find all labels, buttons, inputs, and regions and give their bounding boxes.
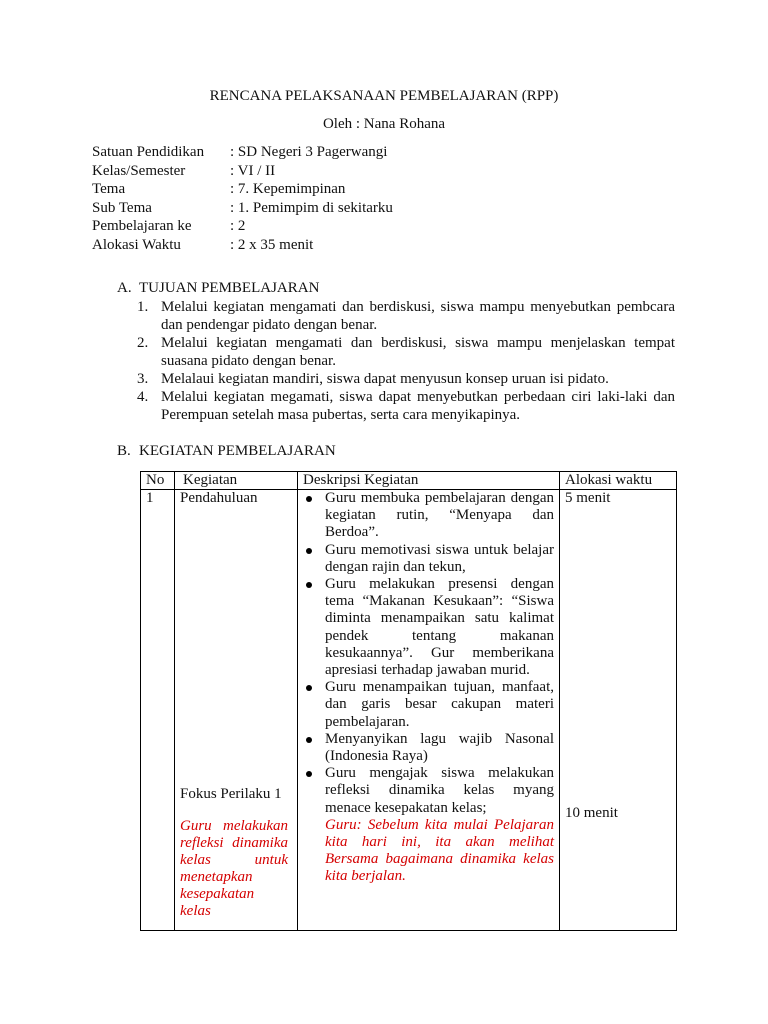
section-letter: B. [117,443,131,459]
list-item [137,388,675,424]
section-letter: A. [117,280,132,296]
info-value: : VI / II [230,162,276,179]
info-value: : 7. Kepemimpinan [230,181,346,197]
list-text: Melalui kegiatan mengamati dan berdiskusi, siswa mampu menjelaskan tempat suasana pidato dengan benar. [161,335,675,369]
list-text: Melalui kegiatan megamati, siswa dapat menyebutkan perbedaan ciri laki-laki dan Perempuan setelah masa pubertas, serta cara menyikapinya. [161,389,675,423]
list-item: Guru memotivasi siswa untuk belajar dengan rajin dan tekun, [303,542,554,576]
section-title: TUJUAN PEMBELAJARAN [139,280,320,296]
header-kegiatan: Kegiatan [175,472,298,490]
list-item: Guru melakukan presensi dengan tema “Makanan Kesukaan”: “Siswa diminta menampaikan satu kalimat pendek tentang makanan kesukaannya”. Gur memberikana apresiasi terhadap jawaban murid. [303,576,554,679]
table-row [141,490,677,931]
list-item: Menyanyikan lagu wajib Nasonal (Indonesia Raya) [303,731,554,765]
info-value: : 2 [230,218,246,234]
kegiatan-label: Pendahuluan [180,490,258,506]
activities-table [140,471,677,931]
section-a-heading [117,280,319,297]
document-author: Oleh : Nana Rohana [322,116,446,132]
list-number: 4. [137,389,149,405]
list-item [137,370,675,388]
fokus-label: Fokus Perilaku 1 [180,786,282,802]
cell-deskripsi [298,490,560,931]
info-row [92,180,393,199]
info-label: Sub Tema [92,199,152,216]
list-item: Guru mengajak siswa melakukan refleksi dinamika kelas myang menace kesepakatan kelas; [303,765,554,817]
cell-kegiatan [175,490,298,931]
document-title: RENCANA PELAKSANAAN PEMBELAJARAN (RPP) [209,88,559,104]
list-item: Guru menampaikan tujuan, manfaat, dan garis besar cakupan materi pembelajaran. [303,679,554,731]
section-title: KEGIATAN PEMBELAJARAN [139,443,336,459]
table-header-row [141,472,677,490]
info-row [92,199,393,218]
list-item: Guru membuka pembelajaran dengan kegiatan rutin, “Menyapa dan Berdoa”. [303,490,554,542]
info-row [92,162,393,181]
identity-block [92,143,393,254]
cell-no: 1 [141,490,175,931]
info-label: Tema [92,181,126,197]
alokasi-1: 5 menit [565,490,611,506]
guru-speech: Guru: Sebelum kita mulai Pelajaran kita hari ini, ita akan melihat Bersama bagaimana dinamika kelas kita berjalan. [325,816,554,885]
info-label: Kelas/Semester [92,162,186,179]
section-b-heading [117,443,336,460]
alokasi-2: 10 menit [565,805,618,821]
list-number: 3. [137,371,149,387]
list-item [137,334,675,370]
info-value: : 1. Pemimpim di sekitarku [230,199,393,216]
list-text: Melalui kegiatan mengamati dan berdiskusi, siswa mampu menyebutkan pembcara dan pendengar pidato dengan benar. [161,299,675,333]
header-alokasi: Alokasi waktu [560,472,677,490]
info-row [92,236,393,255]
objectives-list [137,298,675,424]
info-label: Alokasi Waktu [92,236,181,253]
cell-alokasi [560,490,677,931]
info-value: : SD Negeri 3 Pagerwangi [230,144,388,160]
info-row [92,143,393,162]
header-deskripsi: Deskripsi Kegiatan [298,472,560,490]
list-number: 2. [137,335,149,351]
red-note: Guru melakukan refleksi dinamika kelas untuk menetapkan kesepakatan kelas [180,818,288,919]
info-label: Satuan Pendidikan [92,144,205,160]
info-label: Pembelajaran ke [92,218,192,234]
description-list [303,490,554,817]
list-item [137,298,675,334]
list-text: Melalaui kegiatan mandiri, siswa dapat menyusun konsep uruan isi pidato. [161,371,609,387]
header-no: No [141,472,175,490]
info-value: : 2 x 35 menit [230,236,314,253]
list-number: 1. [137,299,149,315]
info-row [92,217,393,236]
